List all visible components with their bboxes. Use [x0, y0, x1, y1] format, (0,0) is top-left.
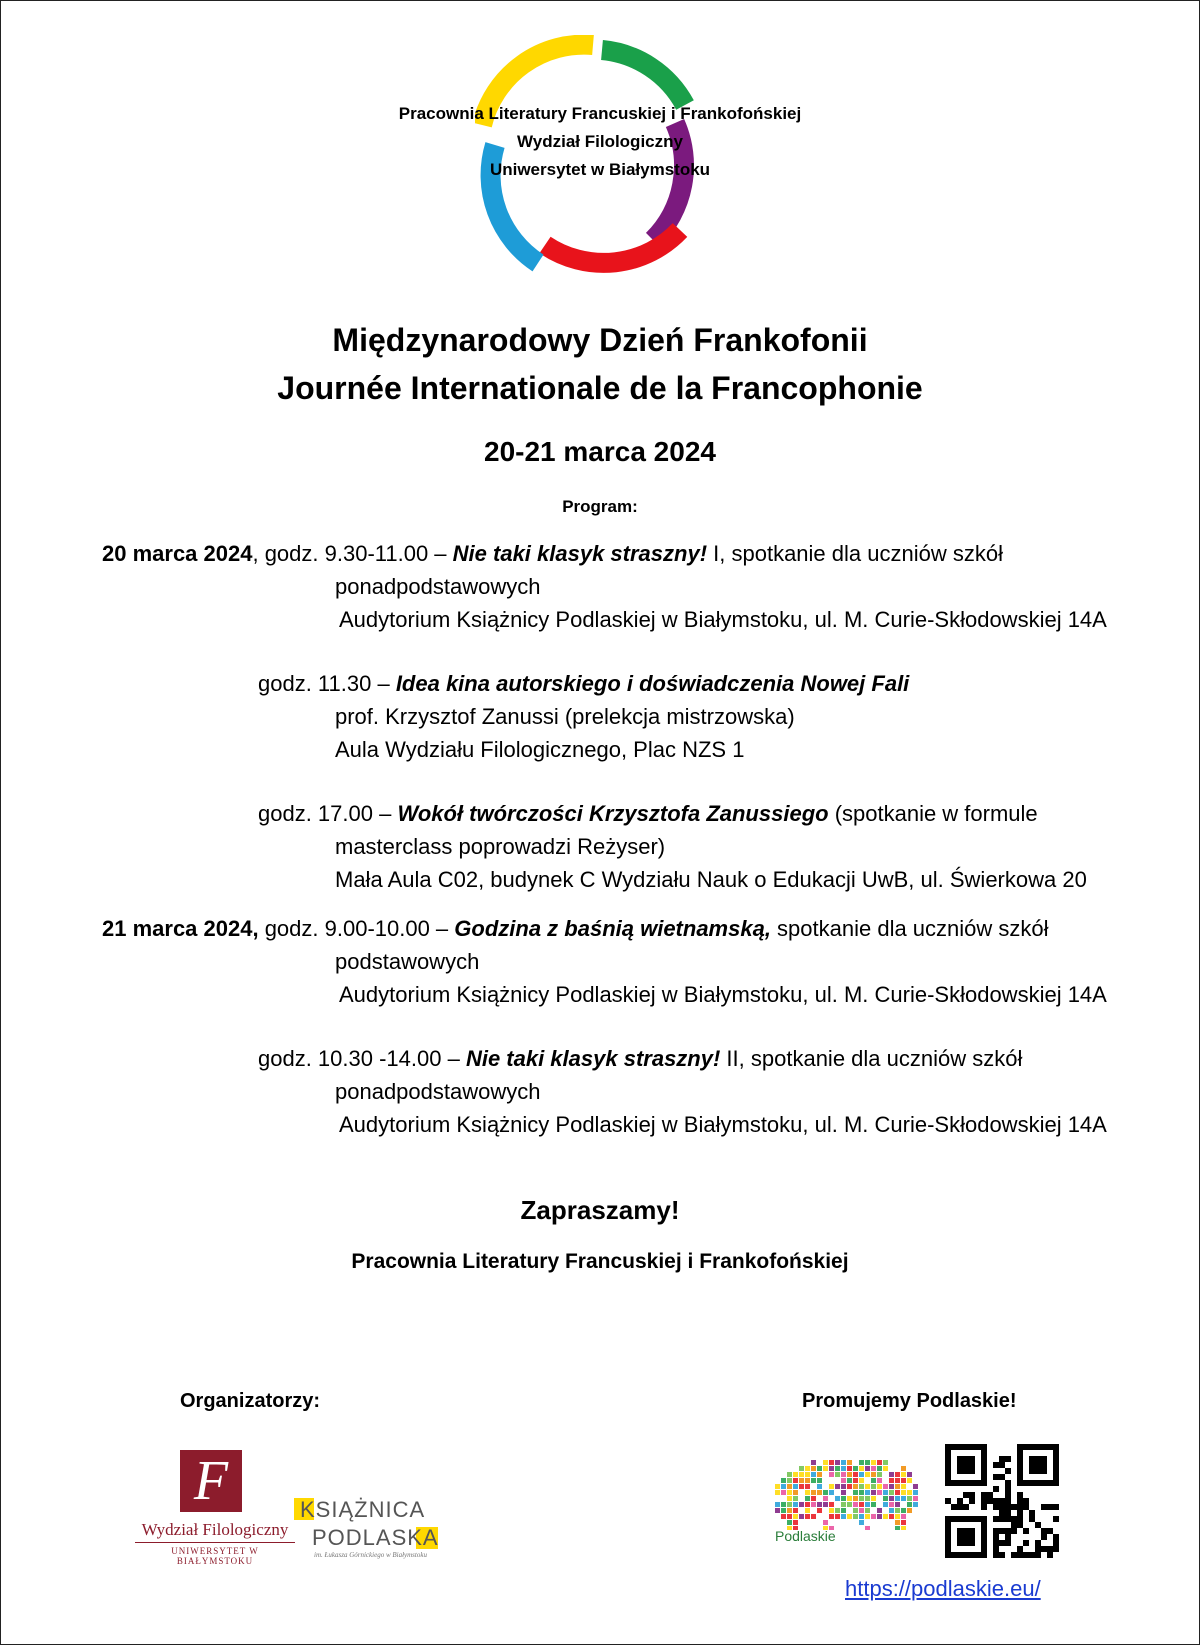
event-2-place: Aula Wydziału Filologicznego, Plac NZS 1 [335, 737, 745, 762]
event-1-desc: I, spotkanie dla uczniów szkół [707, 541, 1003, 566]
event-5-desc: II, spotkanie dla uczniów szkół [720, 1046, 1023, 1071]
ksiaznica-podlaska-logo [292, 1497, 452, 1559]
header-line-3: Uniwersytet w Białymstoku [489, 160, 711, 179]
header-line-1: Pracownia Literatury Francuskiej i Frankofońskiej [398, 104, 802, 123]
ksiaznica-line-2: PODLASKA [312, 1525, 439, 1550]
event-4-day: 21 marca 2024, [102, 916, 259, 941]
event-2-time: godz. 11.30 – [258, 671, 396, 696]
header-block [0, 100, 1200, 184]
qr-code-icon[interactable] [945, 1444, 1059, 1558]
event-2-name: Idea kina autorskiego i doświadczenia Nowej Fali [395, 671, 910, 696]
ksiaznica-line-1: KSIĄŻNICA [300, 1497, 426, 1522]
event-1-day: 20 marca 2024 [102, 541, 253, 566]
event-3-desc-cont: masterclass poprowadzi Reżyser) [335, 834, 666, 859]
event-1-desc-cont: ponadpodstawowych [335, 574, 541, 599]
title-french: Journée Internationale de la Francophonie [277, 370, 923, 406]
wydzial-filologiczny-logo [135, 1448, 295, 1566]
event-1-heading [102, 538, 1003, 570]
event-5-desc-cont: ponadpodstawowych [335, 1079, 541, 1104]
ring-green-segment [602, 50, 685, 105]
event-4-time: godz. 9.00-10.00 – [258, 916, 455, 941]
event-dates: 20-21 marca 2024 [484, 436, 716, 467]
event-5-name: Nie taki klasyk straszny! [465, 1046, 721, 1071]
signature: Pracownia Literatury Francuskiej i Frankofońskiej [351, 1250, 849, 1273]
event-5-time: godz. 10.30 -14.00 – [258, 1046, 466, 1071]
header-line-2: Wydział Filologiczny [517, 132, 683, 151]
wf-logo-letter: F [193, 1450, 229, 1512]
organizers-label: Organizatorzy: [180, 1390, 321, 1412]
ring-red-segment [545, 230, 680, 263]
event-3-time: godz. 17.00 – [258, 801, 398, 826]
podlaskie-link[interactable]: https://podlaskie.eu/ [845, 1576, 1041, 1601]
title-polish: Międzynarodowy Dzień Frankofonii [332, 322, 868, 358]
invitation: Zapraszamy! [520, 1195, 680, 1225]
event-5-place: Audytorium Książnicy Podlaskiej w Białymstoku, ul. M. Curie-Skłodowskiej 14A [339, 1112, 1107, 1137]
wf-logo-sub: UNIWERSYTET W BIAŁYMSTOKU [171, 1546, 259, 1566]
event-1-name: Nie taki klasyk straszny! [452, 541, 708, 566]
wf-logo-square [180, 1450, 242, 1512]
event-5-heading [258, 1043, 1022, 1075]
event-3-name: Wokół twórczości Krzysztofa Zanussiego [397, 801, 829, 826]
event-4-desc-cont: podstawowych [335, 949, 480, 974]
event-2-desc: prof. Krzysztof Zanussi (prelekcja mistrzowska) [335, 704, 795, 729]
event-4-name: Godzina z baśnią wietnamską, [454, 916, 771, 941]
event-3-place: Mała Aula C02, budynek C Wydziału Nauk o Edukacji UwB, ul. Świerkowa 20 [335, 867, 1087, 892]
ksiaznica-sub: im. Łukasza Górnickiego w Białymstoku [314, 1551, 427, 1559]
podlaskie-logo [775, 1460, 925, 1550]
podlaskie-logo-name: Podlaskie [775, 1528, 836, 1544]
wf-logo-name: Wydział Filologiczny [135, 1520, 295, 1543]
bison-mosaic-icon [775, 1460, 925, 1530]
event-1-time: , godz. 9.30-11.00 – [252, 541, 453, 566]
event-3-desc: (spotkanie w formule [828, 801, 1038, 826]
title-block [0, 316, 1200, 412]
event-4-heading [102, 913, 1049, 945]
event-2-heading [258, 668, 909, 700]
event-4-place: Audytorium Książnicy Podlaskiej w Białymstoku, ul. M. Curie-Skłodowskiej 14A [339, 982, 1107, 1007]
event-3-heading [258, 798, 1038, 830]
event-1-place: Audytorium Książnicy Podlaskiej w Białymstoku, ul. M. Curie-Skłodowskiej 14A [339, 607, 1107, 632]
program-label: Program: [562, 497, 638, 516]
promo-label: Promujemy Podlaskie! [802, 1390, 1017, 1412]
event-4-desc: spotkanie dla uczniów szkół [770, 916, 1049, 941]
